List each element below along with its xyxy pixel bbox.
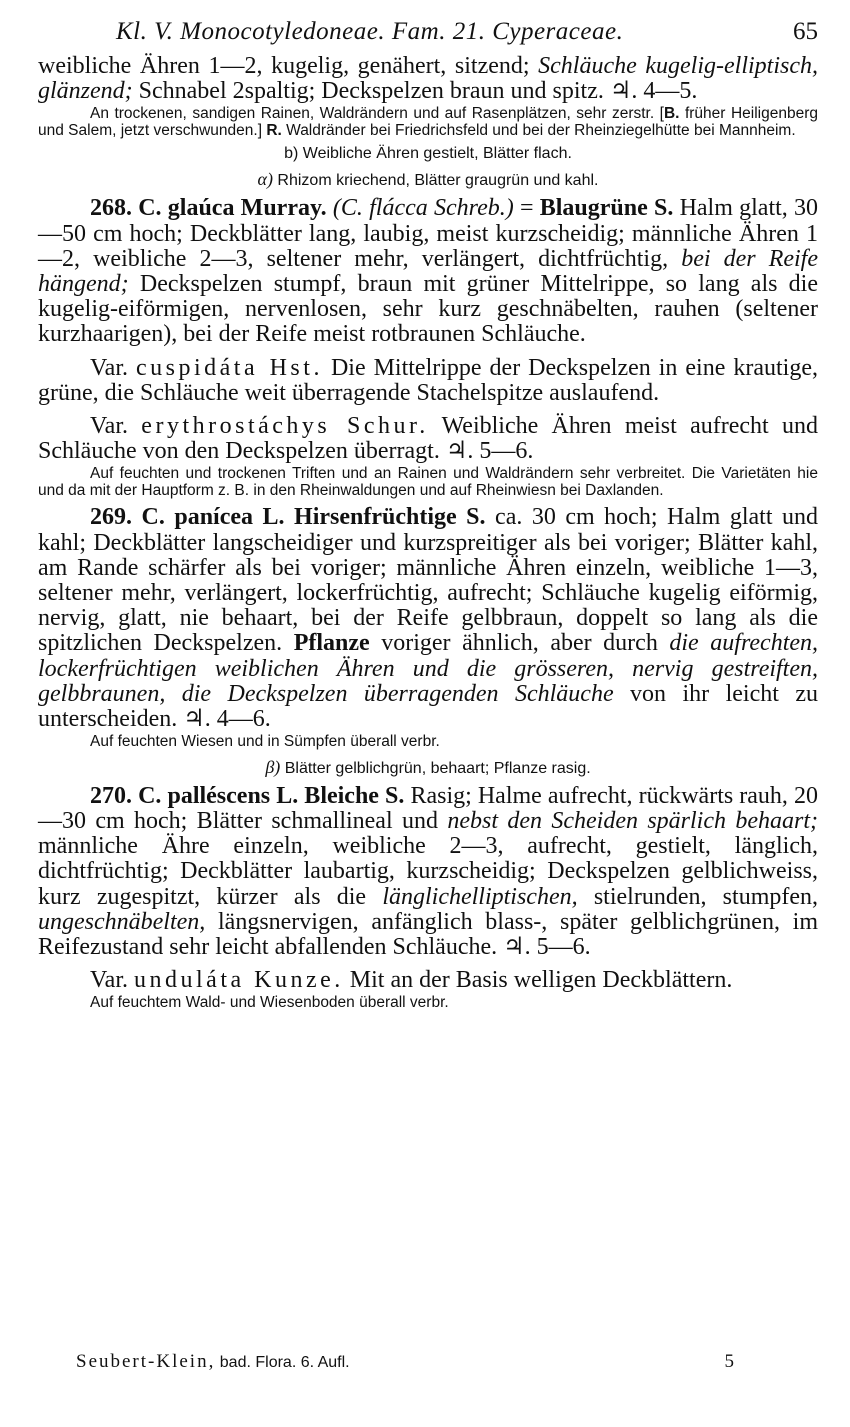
common-name: Blaugrüne S. (539, 195, 674, 222)
author: Seubert-Klein, (76, 1351, 216, 1372)
species-name: 270. C. palléscens L. (90, 782, 299, 809)
key-marker: α) (257, 169, 273, 190)
text: stielrunden, stumpfen, (577, 883, 819, 910)
variety-name: erythrostáchys Schur. (141, 413, 429, 440)
species-270 (38, 784, 818, 960)
species-name: 268. C. glaúca Murray. (90, 195, 327, 222)
text: Rhizom kriechend, Blätter graugrün und kahl. (272, 172, 599, 190)
text: voriger ähnlich, aber durch (369, 630, 670, 657)
text: von ihr leicht zu unterscheiden. ♃. 4—6. (38, 680, 818, 733)
text: Blätter gelblichgrün, behaart; Pflanze rasig. (280, 759, 591, 777)
text: längsnervigen, anfänglich blass-, später gelblichgrünen, im Reifezustand sehr leicht abfallenden Schläuche. ♃. 5—6. (38, 908, 818, 960)
text: Halm glatt, 30—50 cm hoch; Deckblätter lang, laubig, meist kurzscheidig; männliche Ähren 1—2, weibliche 2—3, seltener mehr, verlängert, dichtfrüchtig, (38, 195, 818, 272)
text: An trockenen, sandigen Rainen, Waldrändern und auf Rasenplätzen, sehr zerstr. [ (90, 105, 664, 123)
species-name: 269. C. panícea L. (90, 504, 285, 531)
text: Waldränder bei Friedrichsfeld und bei der Rheinziegelhütte bei Mannheim. (281, 121, 796, 139)
synonym: (C. flácca Schreb.) (326, 195, 520, 222)
italic-text: die aufrechten, lockerfrüchtigen weiblichen Ähren und die grösseren, nervig gestreiften, gelbbraunen, die Deckspelzen überragenden Schläuche (38, 630, 819, 707)
variety-cuspidata (38, 356, 818, 406)
text: Rasig; Halme aufrecht, rückwärts rauh, 20—30 cm hoch; Blätter schmallineal und (38, 782, 818, 834)
text: Weibliche Ähren meist aufrecht und Schläuche von den Deckspelzen überragt. ♃. 5—6. (38, 413, 819, 465)
locality-note: Auf feuchten Wiesen und in Sümpfen überall verbr. (90, 733, 440, 751)
text: Deckspelzen stumpf, braun mit grüner Mittelrippe, so lang als die kugelig-eiförmigen, nervenlosen, sehr kurz geschnäbelten, rauhen (seltener kurzhaarigen), bei der Reife meist rotbraunen Schläuche. (38, 271, 818, 348)
text: Mit an der Basis welligen Deckblättern. (343, 967, 733, 994)
key-heading: b) Weibliche Ähren gestielt, Blätter flach. (284, 145, 572, 163)
region-abbrev: R. (266, 121, 282, 139)
species-269 (38, 505, 818, 732)
variety-name: cuspidáta Hst. (135, 354, 323, 381)
variety-name: unduláta Kunze. (134, 967, 344, 994)
text: weibliche Ähren 1—2, kugelig, genähert, sitzend; (38, 53, 539, 79)
signature-mark: 5 (724, 1351, 734, 1372)
text: = (519, 195, 540, 222)
running-title: Kl. V. Monocotyledoneae. Fam. 21. Cyperaceae. (116, 18, 624, 45)
text: Var. (90, 413, 142, 440)
italic-text: Schläuche kugelig-elliptisch, glänzend; (38, 53, 818, 105)
text: männliche Ähre einzeln, weibliche 2—3, aufrecht, gestielt, länglich, dichtfrüchtig; Deckblätter laubartig, kurzscheidig; Deckspelzen gelblichweiss, kurz zugespitzt, kürzer als die (38, 833, 818, 910)
key-subheading (38, 757, 818, 778)
key-marker: β) (265, 756, 281, 777)
text: früher Heiligenberg und Salem, jetzt verschwunden.] (38, 105, 818, 139)
bold-text: Pflanze (293, 630, 370, 657)
common-name: Hirsenfrüchtige S. (284, 504, 486, 531)
source-title: bad. Flora. 6. Aufl. (215, 1354, 350, 1371)
text: Var. (90, 354, 136, 381)
text: Var. (90, 967, 134, 994)
running-header (38, 18, 818, 46)
variety-undulata (38, 968, 818, 993)
text: Schnabel 2spaltig; Deckspelzen braun und spitz. ♃. 4—5. (132, 78, 698, 105)
region-abbrev: B. (663, 105, 680, 123)
variety-erythrostachys (38, 414, 818, 464)
page-footer (76, 1351, 734, 1373)
page-number: 65 (793, 18, 818, 45)
italic-text: ungeschnäbelten, (38, 908, 206, 935)
locality-note: Auf feuchten und trockenen Triften und an Rainen und Waldrändern sehr verbreitet. Die Varietäten hie und da mit der Hauptform z. B. in den Rheinwaldungen und auf Rheinwiesn bei Daxlanden. (38, 465, 818, 499)
locality-note: Auf feuchtem Wald- und Wiesenboden überall verbr. (90, 994, 449, 1012)
page (38, 18, 818, 1018)
key-subheading (38, 169, 818, 190)
text: ca. 30 cm hoch; Halm glatt und kahl; Deckblätter langscheidiger und kurzspreitiger als bei voriger; Blätter kahl, am Rande schärfer als bei voriger; männliche Ähren einzeln, weibliche 1—3, seltener mehr, verlängert, lockerfrüchtig, aufrecht; Schläuche kugelig eiförmig, nervig, glatt, nie behaart, bei der Reife gelbbraun, doppelt so lang als die spitzlichen Deckspelzen. (38, 504, 818, 657)
italic-text: länglichelliptischen, (382, 883, 578, 910)
text: Die Mittelrippe der Deckspelzen in eine krautige, grüne, die Schläuche weit überragende Stachelspitze auslaufend. (38, 354, 818, 406)
italic-text: nebst den Scheiden spärlich behaart; (447, 807, 818, 834)
common-name: Bleiche S. (298, 782, 405, 809)
source-line (76, 1351, 350, 1373)
italic-text: bei der Reife hängend; (38, 245, 818, 298)
locality-note (38, 106, 818, 139)
description-continued (38, 54, 818, 104)
species-268 (38, 196, 818, 347)
